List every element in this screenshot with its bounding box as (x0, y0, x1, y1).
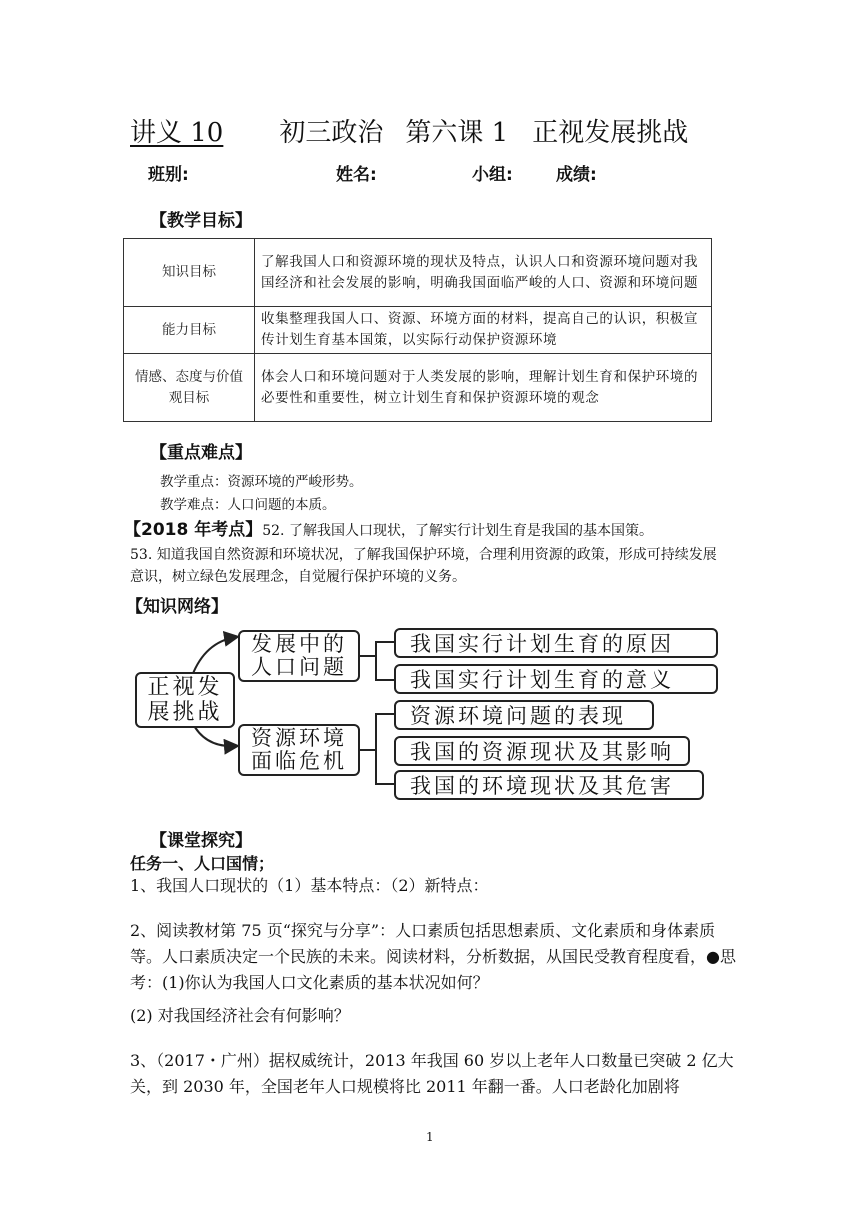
question-1: 1、我国人口现状的（1）基本特点：（2）新特点： (130, 876, 489, 895)
group-label: 小组: (472, 165, 513, 185)
network-branch-resources: 资源环境面临危机 (238, 724, 360, 776)
question-3: 3、（2017・广州）据权威统计，2013 年我国 60 岁以上老年人口数量已突破 2 亿大关，到 2030 年，全国老年人口规模将比 2011 年翻一番。人口老龄化加剧将 (130, 1051, 734, 1096)
network-leaf-meaning: 我国实行计划生育的意义 (394, 664, 718, 694)
goal-label: 情感、态度与价值观目标 (124, 354, 255, 422)
goal-text: 了解我国人口和资源环境的现状及特点，认识人口和资源环境问题对我国经济和社会发展的影响，明确我国面临严峻的人口、资源和环境问题 (255, 239, 712, 307)
network-branch-population: 发展中的人口问题 (238, 630, 360, 682)
goals-heading: 【教学目标】 (150, 211, 252, 231)
keypoints-heading: 【重点难点】 (150, 443, 252, 463)
teaching-difficulty: 教学难点：人口问题的本质。 (160, 497, 336, 513)
lesson: 第六课 1 (405, 118, 509, 148)
score-label: 成绩: (556, 165, 597, 185)
question-2: 2、阅读教材第 75 页“探究与分享”：人口素质包括思想素质、文化素质和身体素质等。人口素质决定一个民族的未来。阅读材料，分析数据，从国民受教育程度看，●思考：(1)你认为我国人口文化素质的基本状况如何？ (130, 921, 736, 992)
page-number: 1 (426, 1130, 434, 1144)
exam-point-53: 53. 知道我国自然资源和环境状况，了解我国保护环境，合理利用资源的政策，形成可持续发展意识，树立绿色发展理念，自觉履行保护环境的义务。 (130, 547, 717, 585)
network-root: 正视发展挑战 (135, 672, 235, 728)
network-leaf-environment: 我国的环境现状及其危害 (394, 770, 704, 800)
name-label: 姓名: (336, 165, 377, 185)
bracket-top (360, 642, 394, 680)
exam-point-52: 52. 了解我国人口现状，了解实行计划生育是我国的基本国策。 (262, 523, 653, 539)
network-leaf-reason: 我国实行计划生育的原因 (394, 628, 718, 658)
bracket-bottom (360, 714, 394, 784)
goal-text: 体会人口和环境问题对于人类发展的影响，理解计划生育和保护环境的必要性和重要性，树立计划生育和保护资源环境的观念 (255, 354, 712, 422)
exam-heading: 【2018 年考点】 (124, 520, 263, 540)
task-one: 任务一、人口国情； (130, 854, 275, 873)
arrow-top (192, 637, 236, 676)
goal-text: 收集整理我国人口、资源、环境方面的材料，提高自己的认识，积极宣传计划生育基本国策，以实际行动保护资源环境 (255, 307, 712, 354)
lecture-number: 讲义 10 (130, 118, 224, 148)
network-heading: 【知识网络】 (126, 597, 228, 617)
goal-label: 能力目标 (124, 307, 255, 354)
teaching-focus: 教学重点：资源环境的严峻形势。 (160, 474, 363, 490)
class-label: 班别: (148, 165, 189, 185)
explore-heading: 【课堂探究】 (150, 831, 252, 851)
topic: 正视发展挑战 (532, 118, 689, 148)
network-leaf-resources: 我国的资源现状及其影响 (394, 736, 690, 766)
question-2b: (2) 对我国经济社会有何影响？ (130, 1006, 350, 1025)
goal-label: 知识目标 (124, 239, 255, 307)
subject: 初三政治 (279, 118, 384, 148)
network-leaf-problems: 资源环境问题的表现 (394, 700, 654, 730)
